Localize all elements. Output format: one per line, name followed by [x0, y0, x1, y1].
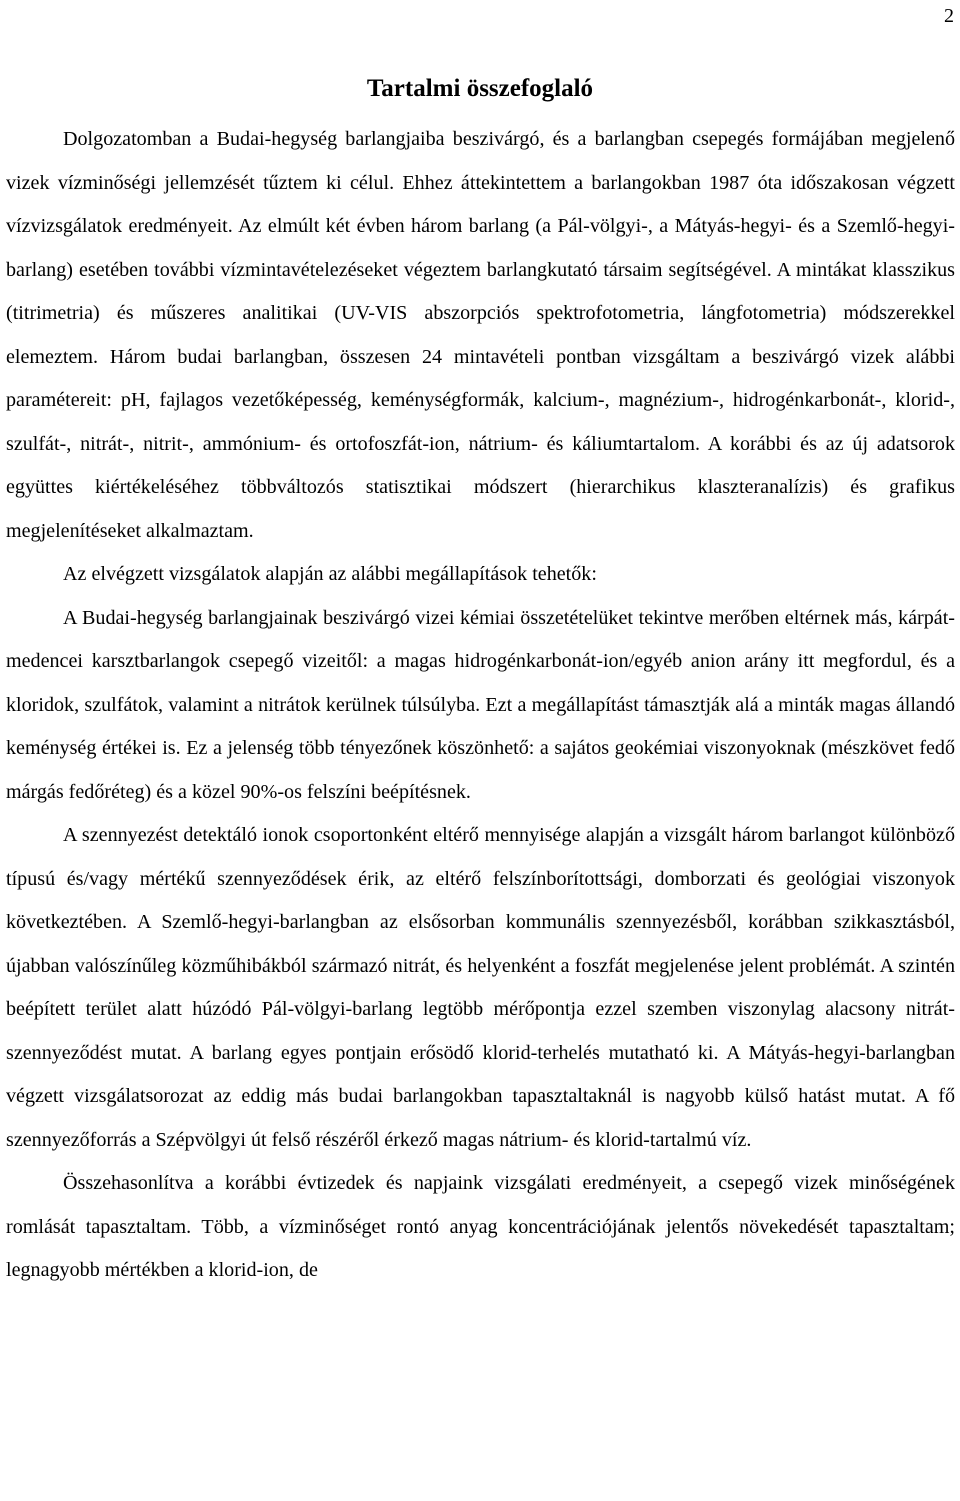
- paragraph-temporal-comparison: Összehasonlítva a korábbi évtizedek és napjaink vizsgálati eredményeit, a csepegő vizek minőségének romlását tapasztaltam. Több, a vízminőséget rontó anyag koncentrációjának jelentős növekedését tapasztaltam; legnagyobb mértékben a klorid-ion, de: [6, 1172, 955, 1281]
- page-number: 2: [944, 5, 954, 27]
- summary-body: [6, 118, 955, 1293]
- paragraph-findings-lead: Az elvégzett vizsgálatok alapján az alábbi megállapítások tehetők:: [63, 563, 597, 585]
- paragraph-chemical-composition: A Budai-hegység barlangjainak beszivárgó vizei kémiai összetételüket tekintve merőben eltérnek más, kárpát-medencei karsztbarlangok csepegő vizeitől: a magas hidrogénkarbonát-ion/egyéb anion arány itt megfordul, és a kloridok, szulfátok, valamint a nitrátok kerülnek túlsúlyba. Ezt a megállapítást támasztják alá a minták magas állandó keménység értékei is. Ez a jelenség több tényezőnek köszönhető: a sajátos geokémiai viszonyoknak (mészkövet fedő márgás fedőréteg) és a közel 90%-os felszíni beépítésnek.: [6, 606, 955, 803]
- paragraph-intro: Dolgozatomban a Budai-hegység barlangjaiba beszivárgó, és a barlangban csepegés formájában megjelenő vizek vízminőségi jellemzését tűztem ki célul. Ehhez áttekintettem a barlangokban 1987 óta időszakosan végzett vízvizsgálatok eredményeit. Az elmúlt két évben három barlang (a Pál-völgyi-, a Mátyás-hegyi- és a Szemlő-hegyi-barlang) esetében további vízmintavételezéseket végeztem barlangkutató társaim segítségével. A mintákat klasszikus (titrimetria) és műszeres analitikai (UV-VIS abszorpciós spektrofotometria, lángfotometria) módszerekkel elemeztem. Három budai barlangban, összesen 24 mintavételi pontban vizsgáltam a beszivárgó vizek alábbi paramétereit: pH, fajlagos vezetőképesség, keménységformák, kalcium-, magnézium-, hidrogénkarbonát-, klorid-, szulfát-, nitrát-, nitrit-, ammónium- és ortofoszfát-ion, nátrium- és káliumtartalom. A korábbi és az új adatsorok együttes kiértékeléséhez többváltozós statisztikai módszert (hierarchikus klaszteranalízis) és grafikus megjelenítéseket alkalmaztam.: [6, 128, 955, 542]
- page-title: Tartalmi összefoglaló: [366, 75, 594, 102]
- paragraph-pollution-sources: A szennyezést detektáló ionok csoportonként eltérő mennyisége alapján a vizsgált három barlangot különböző típusú és/vagy mértékű szennyeződések érik, az eltérő felszínborítottsági, domborzati és geológiai viszonyok következtében. A Szemlő-hegyi-barlangban az elsősorban kommunális szennyezésből, korábban szikkasztásból, újabban valószínűleg közműhibákból származó nitrát, és helyenként a foszfát megjelenése jelent problémát. A szintén beépített terület alatt húzódó Pál-völgyi-barlang legtöbb mérőpontja ezzel szemben viszonylag alacsony nitrát-szennyeződést mutat. A barlang egyes pontjain erősödő klorid-terhelés mutatható ki. A Mátyás-hegyi-barlangban végzett vizsgálatsorozat az eddig más budai barlangokban tapasztaltaknál is nagyobb külső hatást mutat. A fő szennyezőforrás a Szépvölgyi út felső részéről érkező magas nátrium- és klorid-tartalmú víz.: [6, 824, 955, 1151]
